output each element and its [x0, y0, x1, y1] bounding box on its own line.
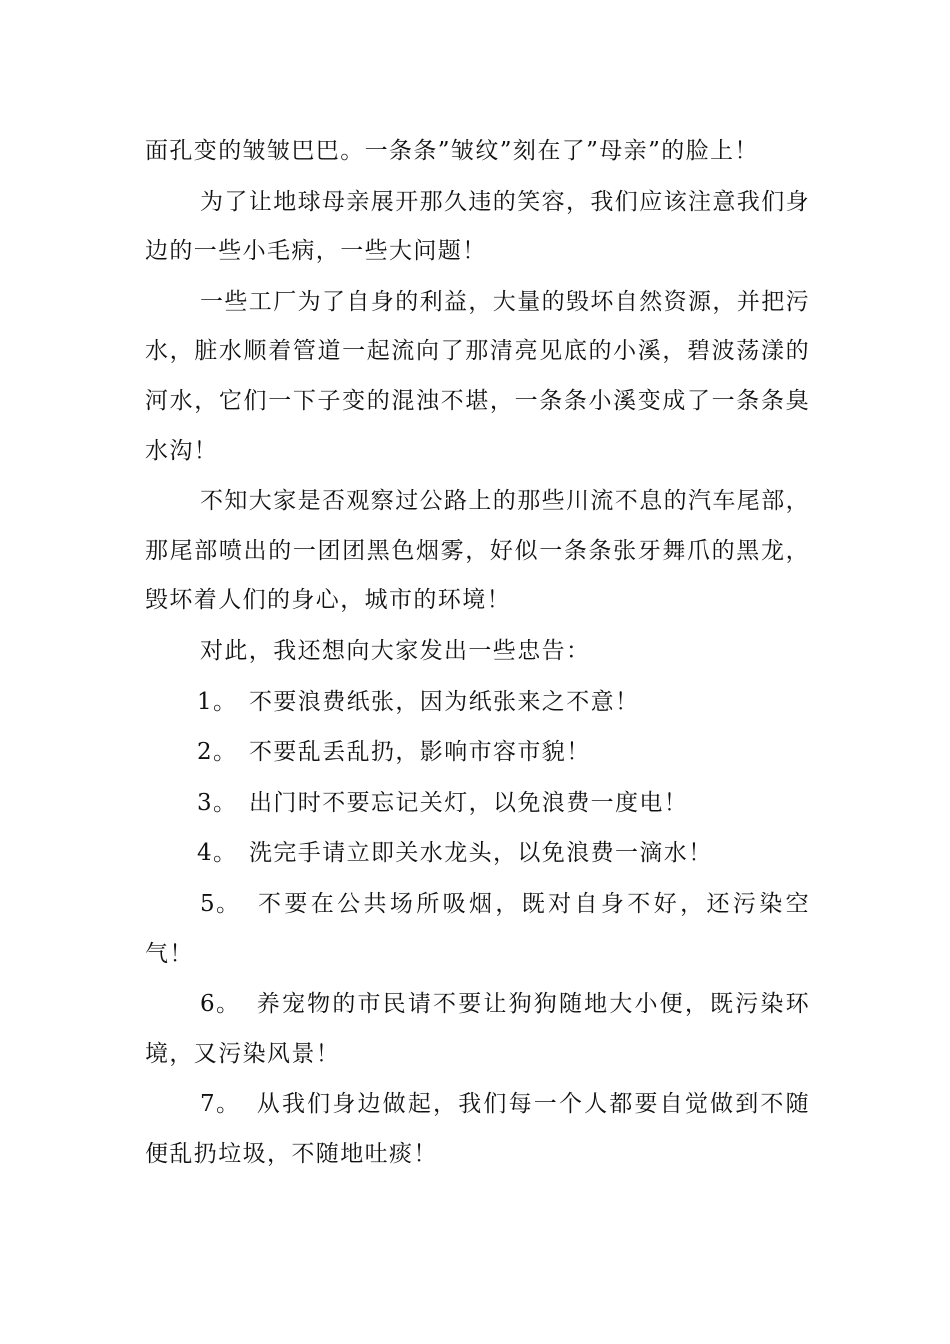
list-item: [145, 728, 810, 778]
paragraph: 一些工厂为了自身的利益，大量的毁坏自然资源，并把污水，脏水顺着管道一起流向了那清亮见底的小溪，碧波荡漾的河水，它们一下子变的混浊不堪，一条条小溪变成了一条条臭水沟！: [145, 288, 810, 464]
paragraph-intro: 对此，我还想向大家发出一些忠告：: [200, 637, 591, 664]
list-text: 不要在公共场所吸烟，既对自身不好，还污染空气！: [145, 890, 810, 967]
list-item: [145, 829, 810, 879]
paragraph: 不知大家是否观察过公路上的那些川流不息的汽车尾部，那尾部喷出的一团团黑色烟雾，好似一条条张牙舞爪的黑龙，毁坏着人们的身心，城市的环境！: [145, 488, 810, 614]
list-item: [145, 678, 810, 728]
list-text: 出门时不要忘记关灯，以免浪费一度电！: [249, 789, 689, 816]
list-number: 5。: [200, 890, 241, 917]
list-number: 4。: [197, 840, 238, 867]
document-body: [145, 127, 810, 1180]
list-item: [145, 980, 810, 1079]
list-number: 6。: [200, 991, 241, 1018]
list-item: [145, 779, 810, 829]
list-number: 3。: [197, 789, 238, 816]
list-text: 不要乱丢乱扔，影响市容市貌！: [249, 739, 591, 766]
paragraph-continuation: 面孔变的皱皱巴巴。一条条”皱纹”刻在了”母亲”的脸上！: [145, 138, 759, 164]
paragraph: 为了让地球母亲展开那久违的笑容，我们应该注意我们身边的一些小毛病，一些大问题！: [145, 188, 810, 265]
list-number: 1。: [197, 688, 238, 715]
list-number: 7。: [200, 1091, 241, 1118]
list-item: [145, 1080, 810, 1179]
list-item: [145, 880, 810, 979]
list-text: 不要浪费纸张，因为纸张来之不意！: [249, 688, 640, 715]
list-number: 2。: [197, 739, 238, 766]
list-text: 从我们身边做起，我们每一个人都要自觉做到不随便乱扔垃圾，不随地吐痰！: [145, 1091, 810, 1167]
list-text: 养宠物的市民请不要让狗狗随地大小便，既污染环境，又污染风景！: [145, 991, 810, 1067]
list-text: 洗完手请立即关水龙头，以免浪费一滴水！: [249, 840, 713, 867]
